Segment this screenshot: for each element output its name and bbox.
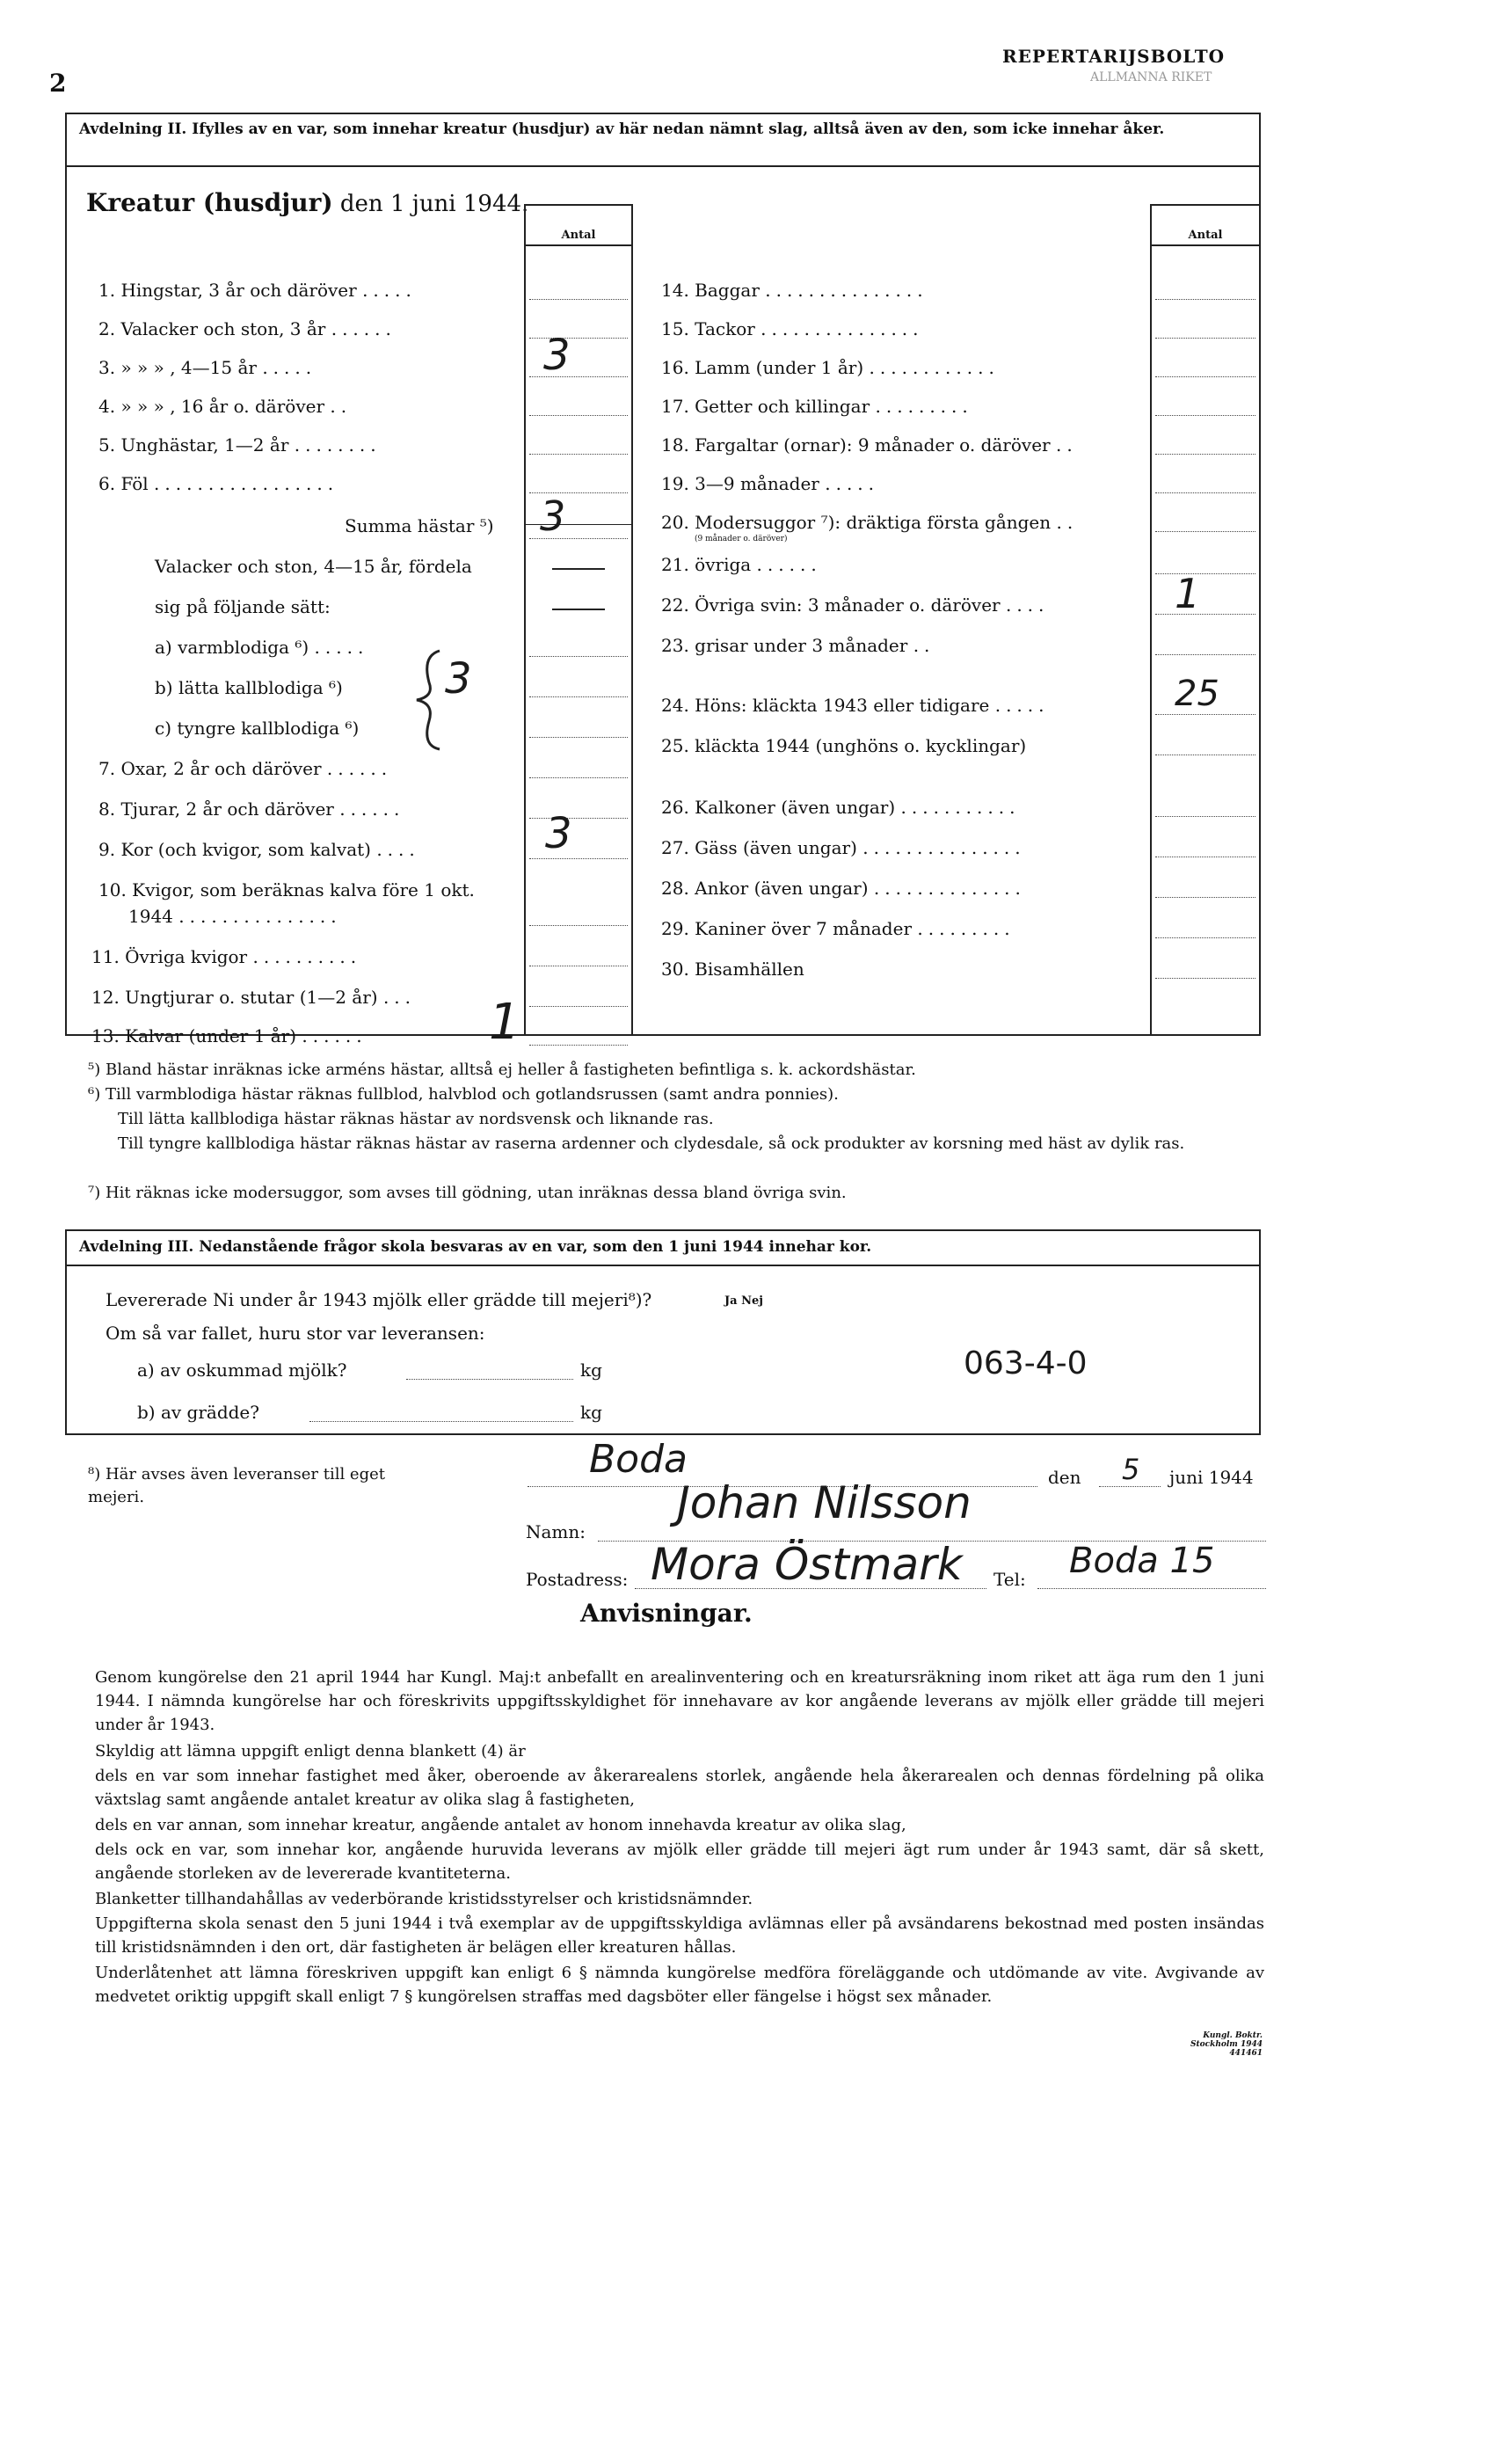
footnote-8: ⁸) Här avses även leveranser till eget mejeri.: [88, 1465, 385, 1506]
row-2: 2. Valacker och ston, 3 år ......: [98, 318, 397, 339]
row-20: 20. Modersuggor ⁷): dräktiga första gången ..: [661, 512, 1079, 533]
antal-header-right: [1150, 204, 1261, 246]
footnote-6: ⁶) Till varmblodiga hästar räknas fullblod, halvblod och gotlandsrussen (samt andra ponnies).: [88, 1085, 839, 1104]
row-1-label: 1. Hingstar, 3 år och däröver: [98, 280, 357, 301]
row-fordela: [155, 556, 472, 577]
row-sig: [155, 596, 331, 617]
question-2-label: Om så var fallet, huru stor var leveransen:: [106, 1323, 485, 1344]
cell-line-16: [1155, 376, 1255, 377]
row-6: 6. Föl .................: [98, 473, 339, 494]
question-1-answer: Ja Nej: [724, 1294, 763, 1308]
cell-line-4: [529, 415, 628, 416]
cell-line-21: [1155, 573, 1255, 574]
row-11-label: 11. Övriga kvigor: [91, 946, 248, 967]
question-a-line: [406, 1379, 573, 1380]
footnote-6b: Till lätta kallblodiga hästar räknas hästar av nordsvensk och liknande ras.: [118, 1110, 714, 1128]
value-row-22: 1: [1175, 570, 1201, 617]
row-10-label: 10. Kvigor, som beräknas kalva före 1 okt.: [98, 879, 475, 900]
cell-line-13: [529, 1045, 628, 1046]
den-label: den: [1048, 1467, 1081, 1488]
row-11: 11. Övriga kvigor ..........: [91, 946, 362, 967]
row-17-label: 17. Getter och killingar: [661, 396, 870, 417]
row-5-label: 5. Unghästar, 1—2 år: [98, 434, 289, 456]
anvisning-para-8: Underlåtenhet att lämna föreskriven uppgift kan enligt 6 § nämnda kungörelse medföra föreläggande och utdömande av vite. Avgivande av medvetet oriktig uppgift skall enligt 7 § kungörelsen straffas med dagsböter eller fängelse i högst sex månader.: [95, 1964, 1264, 2006]
row-26-label: 26. Kalkoner (även ungar): [661, 797, 896, 818]
kreatur-title-date: den 1 juni 1944.: [332, 191, 529, 217]
cell-line-17: [1155, 415, 1255, 416]
row-18-label: 18. Fargaltar (ornar): 9 månader o. däröver: [661, 434, 1051, 456]
question-a-unit: kg: [580, 1360, 602, 1381]
cell-line-15: [1155, 338, 1255, 339]
anvisning-para-7: Uppgifterna skola senast den 5 juni 1944 i två exemplar av de uppgiftsskyldiga avlämnas eller på avsändarens bekostnad med posten insändas till kristidsnämnden i den ort, där fastigheten är belägen eller kreaturen hållas.: [95, 1914, 1264, 1957]
signature-place: Boda: [589, 1437, 688, 1482]
row-10b: 1944 ...............: [128, 906, 342, 927]
row-7: 7. Oxar, 2 år och däröver ......: [98, 758, 393, 779]
cell-line-a: [529, 656, 628, 657]
row-summa: [345, 515, 494, 536]
row-19: 19. 3—9 månader .....: [661, 473, 880, 494]
cell-line-23: [1155, 654, 1255, 655]
row-14: 14. Baggar ...............: [661, 280, 928, 301]
cell-line-10: [529, 925, 628, 926]
question-1-label: Levererade Ni under år 1943 mjölk eller grädde till mejeri⁸)?: [106, 1289, 652, 1310]
month-year: juni 1944: [1169, 1467, 1254, 1488]
row-10: [98, 879, 475, 900]
tel-line: [1037, 1588, 1266, 1589]
tel-label: Tel:: [993, 1569, 1026, 1590]
row-9-label: 9. Kor (och kvigor, som kalvat): [98, 839, 371, 860]
cell-line-29: [1155, 937, 1255, 938]
anvisningar-title: Anvisningar.: [580, 1599, 753, 1628]
row-20-label: 20. Modersuggor ⁷): dräktiga första gången: [661, 512, 1052, 533]
cell-line-22: [1155, 614, 1255, 615]
value-row-13: 1: [489, 994, 520, 1051]
row-10b-label: 1944: [128, 906, 173, 927]
row-19-label: 19. 3—9 månader: [661, 473, 819, 494]
column-divider-3: [1150, 246, 1152, 1034]
day-line: [1099, 1486, 1161, 1487]
namn-label: Namn:: [526, 1521, 586, 1542]
handwritten-code: 063-4-0: [964, 1345, 1088, 1381]
column-divider-1: [524, 246, 526, 1034]
row-3: 3. » » » , 4—15 år .....: [98, 357, 317, 378]
row-fordela-label: Valacker och ston, 4—15 år, fördela: [155, 556, 472, 577]
cell-line-14: [1155, 299, 1255, 300]
value-summa: 3: [540, 492, 566, 540]
footnote-7: ⁷) Hit räknas icke modersuggor, som avses till gödning, utan inräknas dessa bland övriga svin.: [88, 1184, 847, 1202]
row-b-label: b) lätta kallblodiga ⁶): [155, 677, 343, 698]
question-b-line: [309, 1421, 573, 1422]
column-divider-2: [631, 246, 633, 1034]
anvisning-para-1: Genom kungörelse den 21 april 1944 har Kungl. Maj:t anbefallt en arealinventering och en kreatursräkning inom riket att äga rum den 1 juni 1944. I nämnda kungörelse har och föreskrivits uppgiftsskyldighet för innehavare av kor angående leverans av mjölk eller grädde till mejeri under år 1943.: [95, 1668, 1264, 1734]
cell-line-26: [1155, 816, 1255, 817]
row-24: 24. Höns: kläckta 1943 eller tidigare .....: [661, 695, 1050, 716]
printer-mark: Kungl. Boktr. Stockholm 1944 441461: [1190, 2031, 1263, 2058]
question-b-label: b) av grädde?: [137, 1402, 259, 1423]
row-13: 13. Kalvar (under 1 år) ......: [91, 1025, 368, 1046]
cell-line-c: [529, 737, 628, 738]
row-27-label: 27. Gäss (även ungar): [661, 837, 857, 858]
row-18: 18. Fargaltar (ornar): 9 månader o. däröver ..: [661, 434, 1078, 456]
cell-line-7: [529, 777, 628, 778]
row-24-label: 24. Höns: kläckta 1943 eller tidigare: [661, 695, 990, 716]
row-8-label: 8. Tjurar, 2 år och däröver: [98, 798, 334, 820]
kreatur-title-bold: Kreatur (husdjur): [86, 188, 333, 217]
kreatur-title: [86, 188, 528, 217]
question-b: [137, 1402, 259, 1423]
row-7-label: 7. Oxar, 2 år och däröver: [98, 758, 322, 779]
anvisning-para-4: dels en var annan, som innehar kreatur, angående antalet av honom innehavda kreatur av olika slag,: [95, 1816, 906, 1834]
signature-day: 5: [1122, 1453, 1140, 1486]
row-23-label: 23. grisar under 3 månader: [661, 635, 908, 656]
row-12-label: 12. Ungtjurar o. stutar (1—2 år): [91, 987, 378, 1008]
cell-line-18: [1155, 454, 1255, 455]
cell-line-12: [529, 1006, 628, 1007]
cell-line-20: [1155, 531, 1255, 532]
row-2-label: 2. Valacker och ston, 3 år: [98, 318, 326, 339]
anvisning-para-5: dels ock en var, som innehar kor, angående huruvida leverans av mjölk eller grädde till mejeri ägt rum under år 1943 samt, där så skett, angående storleken av de levererade kvantiteterna.: [95, 1841, 1264, 1883]
cell-line-5: [529, 454, 628, 455]
cell-line-24: [1155, 714, 1255, 715]
cell-line-b: [529, 696, 628, 697]
section-3-heading: Avdelning III. Nedanstående frågor skola besvaras av en var, som den 1 juni 1944 innehar kor.: [67, 1231, 1259, 1266]
row-sig-label: sig på följande sätt:: [155, 596, 331, 617]
row-15: 15. Tackor ...............: [661, 318, 924, 339]
antal-label-right: Antal: [1188, 229, 1223, 242]
antal-underline-left: [524, 244, 633, 246]
anvisning-para-2: Skyldig att lämna uppgift enligt denna blankett (4) är: [95, 1742, 526, 1761]
cell-line-9: [529, 858, 628, 859]
row-5: 5. Unghästar, 1—2 år ........: [98, 434, 382, 456]
row-29-label: 29. Kaniner över 7 månader: [661, 918, 913, 939]
question-2: [106, 1323, 485, 1344]
value-row-9: 3: [545, 809, 572, 858]
signature-postadress: Mora Östmark: [651, 1539, 963, 1590]
row-15-label: 15. Tackor: [661, 318, 755, 339]
question-a: [137, 1360, 346, 1381]
section-2-heading: Avdelning II. Ifylles av en var, som innehar kreatur (husdjur) av här nedan nämnt slag, alltså även av den, som icke innehar åker.: [67, 114, 1259, 167]
row-28: 28. Ankor (även ungar) ..............: [661, 878, 1026, 899]
top-header: REPERTARIJSBOLTO: [1002, 46, 1226, 67]
row-14-label: 14. Baggar: [661, 280, 760, 301]
row-21: 21. övriga ......: [661, 554, 822, 575]
cell-line-1: [529, 299, 628, 300]
value-bracket: 3: [445, 654, 472, 703]
row-22: 22. Övriga svin: 3 månader o. däröver ....: [661, 594, 1050, 616]
row-4: 4. » » » , 16 år o. däröver ..: [98, 396, 353, 417]
value-row-24: 25: [1175, 674, 1219, 714]
antal-underline-right: [1150, 244, 1261, 246]
footnote-6c: Till tyngre kallblodiga hästar räknas hästar av raserna ardenner och clydesdale, så ock produkter av korsning med häst av dylik ras.: [118, 1134, 1185, 1153]
row-9: 9. Kor (och kvigor, som kalvat) ....: [98, 839, 420, 860]
row-28-label: 28. Ankor (även ungar): [661, 878, 869, 899]
row-8: 8. Tjurar, 2 år och däröver ......: [98, 798, 405, 820]
row-16: 16. Lamm (under 1 år) ............: [661, 357, 1000, 378]
row-b: [155, 677, 343, 698]
row-a: a) varmblodiga ⁶) .....: [155, 637, 369, 658]
row-17: 17. Getter och killingar .........: [661, 396, 973, 417]
row-c: [155, 718, 359, 739]
row-4-label: 4. » » » , 16 år o. däröver: [98, 396, 325, 417]
row-27: 27. Gäss (även ungar) ...............: [661, 837, 1026, 858]
row-summa-label: Summa hästar ⁵): [345, 515, 494, 536]
row-c-label: c) tyngre kallblodiga ⁶): [155, 718, 360, 739]
fordela-dash-1: [552, 568, 605, 570]
row-22-label: 22. Övriga svin: 3 månader o. däröver: [661, 594, 1001, 616]
anvisning-para-3: dels en var som innehar fastighet med åker, oberoende av åkerarealens storlek, angående hela åkerarealen och dennas fördelning på olika växtslag samt angående antalet kreatur av olika slag å fastigheten,: [95, 1767, 1264, 1809]
row-30-label: 30. Bisamhällen: [661, 959, 804, 980]
antal-label-left: Antal: [561, 229, 596, 242]
anvisning-para-6: Blanketter tillhandahållas av vederbörande kristidsstyrelser och kristidsnämnder.: [95, 1890, 753, 1908]
row-21-label: 21. övriga: [661, 554, 752, 575]
signature-tel: Boda 15: [1069, 1541, 1215, 1581]
modersuggor-note: (9 månader o. däröver): [695, 535, 788, 543]
row-3-label: 3. » » » , 4—15 år: [98, 357, 257, 378]
question-1: [106, 1289, 651, 1310]
row-23: 23. grisar under 3 månader ..: [661, 635, 935, 656]
row-6-label: 6. Föl: [98, 473, 149, 494]
postadress-line: [635, 1588, 986, 1589]
antal-header-left: [524, 204, 633, 246]
top-subheader: ALLMANNA RIKET: [1090, 70, 1212, 84]
question-a-label: a) av oskummad mjölk?: [137, 1360, 347, 1381]
footnote-5: ⁵) Bland hästar inräknas icke arméns hästar, alltså ej heller å fastigheten befintliga s. k. ackordshästar.: [88, 1061, 916, 1079]
cell-line-19: [1155, 492, 1255, 493]
cell-line-28: [1155, 897, 1255, 898]
row-29: 29. Kaniner över 7 månader .........: [661, 918, 1015, 939]
row-26: 26. Kalkoner (även ungar) ...........: [661, 797, 1021, 818]
row-a-label: a) varmblodiga ⁶): [155, 637, 309, 658]
value-row-3: 3: [543, 331, 571, 380]
fordela-dash-2: [552, 609, 605, 610]
row-25: [661, 735, 1026, 756]
row-12: 12. Ungtjurar o. stutar (1—2 år) ...: [91, 987, 417, 1008]
signature-name: Johan Nilsson: [677, 1477, 972, 1528]
row-25-label: 25. kläckta 1944 (unghöns o. kycklingar): [661, 735, 1027, 756]
question-b-unit: kg: [580, 1402, 602, 1423]
page-number: 2: [49, 69, 67, 98]
row-30: [661, 959, 804, 980]
row-1: 1. Hingstar, 3 år och däröver .....: [98, 280, 417, 301]
postadress-label: Postadress:: [526, 1569, 629, 1590]
row-13-label: 13. Kalvar (under 1 år): [91, 1025, 297, 1046]
row-16-label: 16. Lamm (under 1 år): [661, 357, 864, 378]
cell-line-8: [529, 818, 628, 819]
cell-line-30: [1155, 978, 1255, 979]
